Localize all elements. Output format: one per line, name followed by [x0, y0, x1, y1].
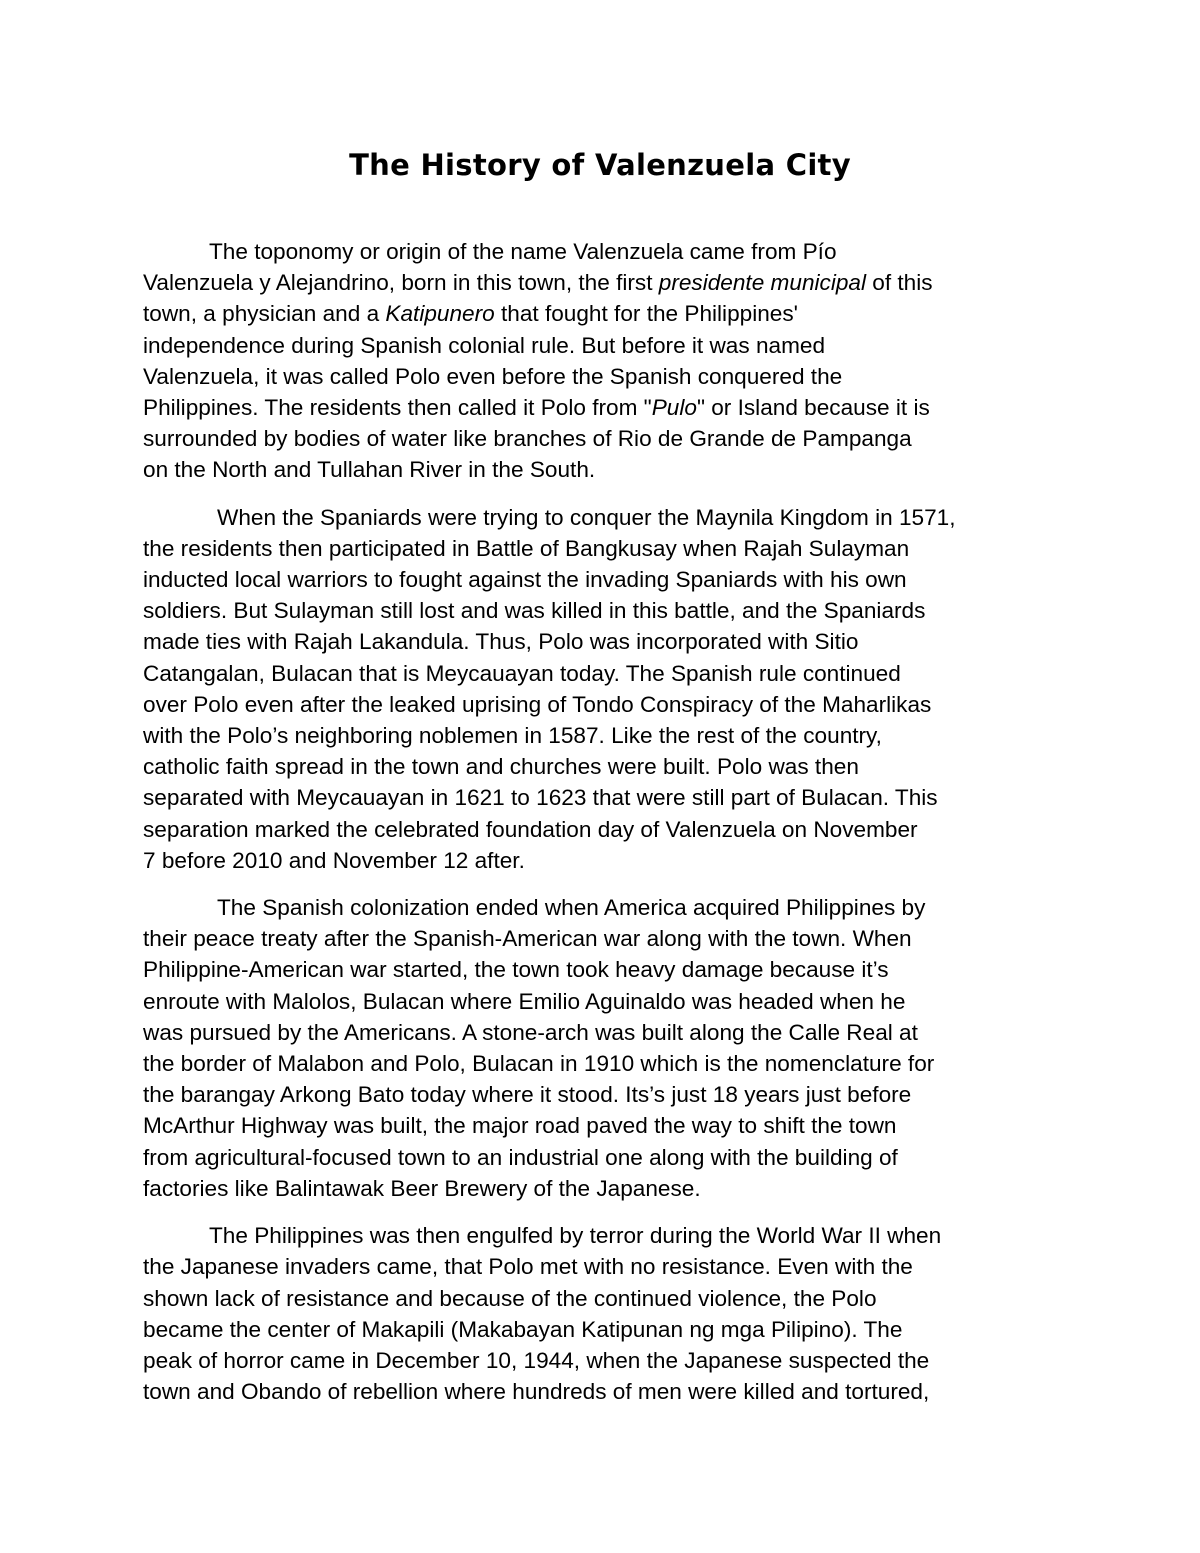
text-line — [143, 392, 1063, 423]
paragraph — [143, 1220, 1063, 1407]
text-segment: soldiers. But Sulayman still lost and was killed in this battle, and the Spaniards — [143, 598, 926, 624]
text-line — [143, 689, 1063, 720]
text-segment: the residents then participated in Battle of Bangkusay when Rajah Sulayman — [143, 535, 910, 561]
text-segment: The Philippines was then engulfed by terror during the World War II when — [209, 1223, 942, 1249]
italic-term: Pulo — [651, 395, 697, 421]
document-body — [143, 236, 1063, 1423]
text-segment: When the Spaniards were trying to conquer the Maynila Kingdom in 1571, — [217, 504, 956, 530]
text-segment: on the North and Tullahan River in the South. — [143, 457, 596, 483]
text-segment: of this — [866, 270, 933, 296]
text-segment: The toponomy or origin of the name Valenzuela came from Pío — [209, 239, 837, 264]
text-segment: independence during Spanish colonial rule. But before it was named — [143, 332, 826, 358]
text-line — [143, 533, 1063, 564]
paragraph — [143, 892, 1063, 1204]
text-line — [143, 626, 1063, 657]
text-segment: enroute with Malolos, Bulacan where Emilio Aguinaldo was headed when he — [143, 988, 906, 1014]
text-segment: McArthur Highway was built, the major road paved the way to shift the town — [143, 1113, 897, 1139]
text-line — [143, 1173, 1063, 1204]
text-segment: separated with Meycauayan in 1621 to 1623 that were still part of Bulacan. This — [143, 785, 938, 811]
text-segment: that fought for the Philippines' — [494, 301, 798, 327]
text-line — [143, 814, 1063, 845]
text-line — [143, 892, 1063, 923]
text-segment: inducted local warriors to fought against the invading Spaniards with his own — [143, 567, 907, 593]
page-title: The History of Valenzuela City — [349, 148, 851, 182]
text-line — [143, 923, 1063, 954]
text-line — [143, 267, 1063, 298]
text-segment: with the Polo’s neighboring noblemen in 1587. Like the rest of the country, — [143, 723, 882, 749]
text-segment: factories like Balintawak Beer Brewery of the Japanese. — [143, 1175, 701, 1201]
text-segment: from agricultural-focused town to an industrial one along with the building of — [143, 1144, 898, 1170]
text-line — [143, 1283, 1063, 1314]
text-line — [143, 564, 1063, 595]
text-line — [143, 658, 1063, 689]
text-line — [143, 1314, 1063, 1345]
text-segment: Catangalan, Bulacan that is Meycauayan today. The Spanish rule continued — [143, 660, 901, 686]
text-line — [143, 1079, 1063, 1110]
text-line — [143, 954, 1063, 985]
text-line — [143, 720, 1063, 751]
paragraph — [143, 502, 1063, 876]
text-line — [143, 423, 1063, 454]
text-line — [143, 1017, 1063, 1048]
text-line — [143, 1048, 1063, 1079]
text-line — [143, 1142, 1063, 1173]
text-segment: shown lack of resistance and because of the continued violence, the Polo — [143, 1285, 877, 1311]
text-segment: the border of Malabon and Polo, Bulacan in 1910 which is the nomenclature for — [143, 1051, 935, 1077]
text-line — [143, 1110, 1063, 1141]
text-line — [143, 845, 1063, 876]
text-line — [143, 986, 1063, 1017]
text-line — [143, 1376, 1063, 1407]
text-line — [143, 782, 1063, 813]
paragraph — [143, 236, 1063, 486]
text-segment: Philippine-American war started, the town took heavy damage because it’s — [143, 957, 889, 983]
text-segment: Philippines. The residents then called it Polo from " — [143, 395, 652, 421]
text-segment: 7 before 2010 and November 12 after. — [143, 847, 525, 873]
text-line — [143, 330, 1063, 361]
text-line — [143, 1345, 1063, 1376]
text-line — [143, 595, 1063, 626]
text-segment: Valenzuela y Alejandrino, born in this town, the first — [143, 270, 659, 296]
text-segment: town, a physician and a — [143, 301, 386, 327]
text-segment: " or Island because it is — [696, 395, 930, 421]
text-segment: peak of horror came in December 10, 1944, when the Japanese suspected the — [143, 1347, 930, 1373]
italic-term: Katipunero — [385, 301, 495, 327]
text-line — [143, 454, 1063, 485]
text-segment: the barangay Arkong Bato today where it stood. Its’s just 18 years just before — [143, 1082, 912, 1108]
text-line — [143, 1251, 1063, 1282]
text-segment: was pursued by the Americans. A stone-arch was built along the Calle Real at — [143, 1019, 918, 1045]
text-segment: town and Obando of rebellion where hundreds of men were killed and tortured, — [143, 1379, 930, 1405]
text-line — [143, 236, 1063, 267]
text-segment: separation marked the celebrated foundation day of Valenzuela on November — [143, 816, 918, 842]
text-line — [143, 361, 1063, 392]
text-segment: made ties with Rajah Lakandula. Thus, Polo was incorporated with Sitio — [143, 629, 859, 655]
text-segment: became the center of Makapili (Makabayan Katipunan ng mga Pilipino). The — [143, 1316, 903, 1342]
text-segment: catholic faith spread in the town and churches were built. Polo was then — [143, 754, 859, 780]
text-segment: surrounded by bodies of water like branches of Rio de Grande de Pampanga — [143, 426, 912, 452]
text-segment: Valenzuela, it was called Polo even before the Spanish conquered the — [143, 363, 843, 389]
text-segment: their peace treaty after the Spanish-American war along with the town. When — [143, 926, 912, 952]
text-segment: over Polo even after the leaked uprising of Tondo Conspiracy of the Maharlikas — [143, 691, 932, 717]
text-line — [143, 502, 1063, 533]
text-segment: the Japanese invaders came, that Polo met with no resistance. Even with the — [143, 1254, 913, 1280]
italic-term: presidente municipal — [658, 270, 866, 296]
text-line — [143, 298, 1063, 329]
text-line — [143, 1220, 1063, 1251]
text-line — [143, 751, 1063, 782]
text-segment: The Spanish colonization ended when America acquired Philippines by — [217, 895, 926, 921]
